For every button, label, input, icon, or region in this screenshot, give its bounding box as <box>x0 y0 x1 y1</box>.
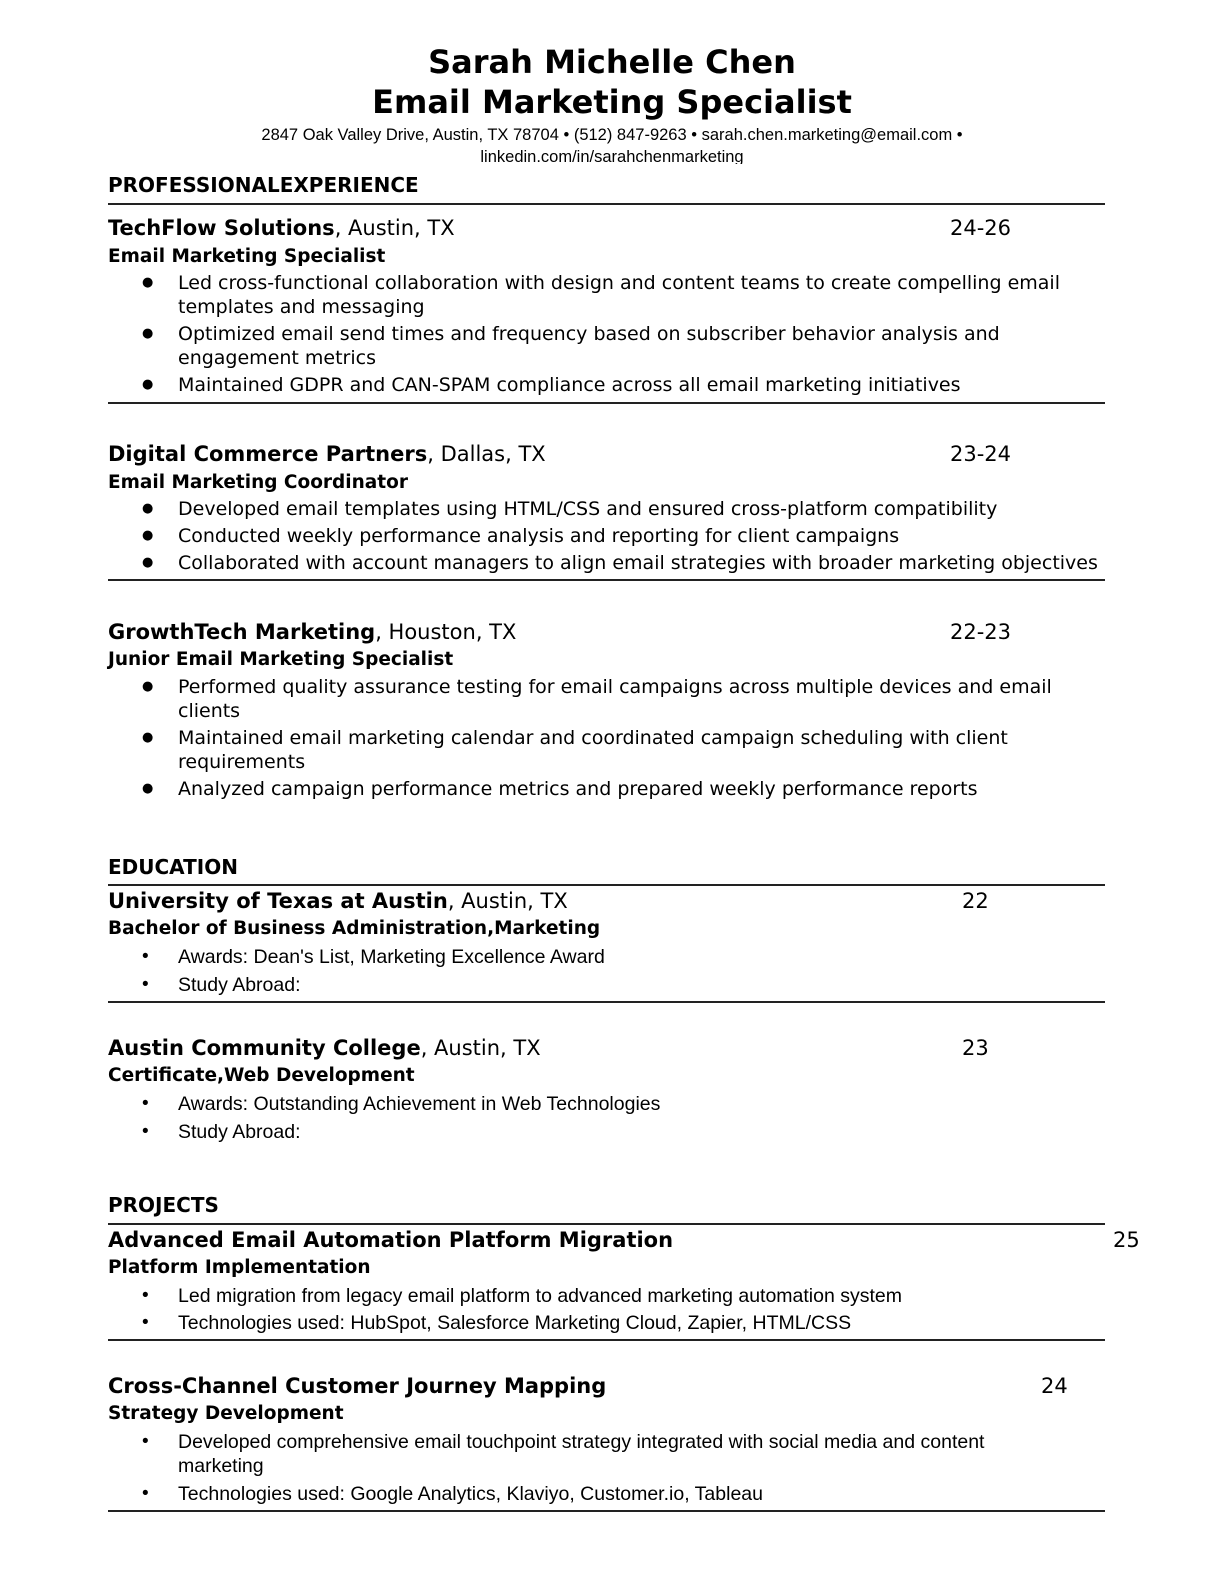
school-location: , Austin, TX <box>447 889 568 913</box>
section-divider <box>108 203 1105 205</box>
bullet-item: ● Performed quality assurance testing for email campaigns across multiple devices and email <box>178 675 1052 699</box>
company-location: , Dallas, TX <box>427 442 546 466</box>
contact-info: 2847 Oak Valley Drive, Austin, TX 78704 • (512) 847-9263 • sarah.chen.marketing@email.com • <box>261 126 963 144</box>
experience-entry-header <box>108 215 455 241</box>
employment-dates: 22-23 <box>950 620 1012 644</box>
project-year: 24 <box>1041 1374 1068 1398</box>
bullet-continuation <box>178 295 425 319</box>
bullet-item: • Study Abroad: <box>178 1120 301 1144</box>
education-entry-header <box>108 1035 541 1061</box>
bullet-item: • Awards: Dean's List, Marketing Excellence Award <box>178 945 605 969</box>
bullet-text: clients <box>178 700 241 722</box>
entry-divider <box>108 1510 1105 1512</box>
job-title: Email Marketing Specialist <box>108 246 386 267</box>
experience-entry-header <box>108 441 546 467</box>
entry-divider <box>108 579 1105 581</box>
bullet-item: • Study Abroad: <box>178 973 301 997</box>
section-divider <box>108 884 1105 886</box>
bullet-item: ● Developed email templates using HTML/CSS and ensured cross-platform compatibility <box>178 497 997 521</box>
bullet-item: • Technologies used: HubSpot, Salesforce Marketing Cloud, Zapier, HTML/CSS <box>178 1311 851 1335</box>
graduation-year: 23 <box>962 1036 989 1060</box>
bullet-item: ● Conducted weekly performance analysis and reporting for client campaigns <box>178 524 899 548</box>
project-year: 25 <box>1113 1228 1140 1252</box>
company-location: , Houston, TX <box>375 620 517 644</box>
employment-dates: 23-24 <box>950 442 1012 466</box>
employment-dates: 24-26 <box>950 216 1012 240</box>
company-location: , Austin, TX <box>334 216 455 240</box>
candidate-name: Sarah Michelle Chen <box>428 43 796 81</box>
bullet-item: ● Analyzed campaign performance metrics and prepared weekly performance reports <box>178 777 977 801</box>
degree: Bachelor of Business Administration,Marketing <box>108 918 601 939</box>
bullet-item: • Technologies used: Google Analytics, Klaviyo, Customer.io, Tableau <box>178 1482 763 1506</box>
section-divider <box>108 1223 1105 1225</box>
project-name: Cross-Channel Customer Journey Mapping <box>108 1374 607 1398</box>
bullet-item: • Awards: Outstanding Achievement in Web Technologies <box>178 1092 660 1116</box>
bullet-text: templates and messaging <box>178 296 425 318</box>
job-title: Email Marketing Coordinator <box>108 472 408 493</box>
bullet-item: ● Collaborated with account managers to align email strategies with broader marketing objectives <box>178 551 1098 575</box>
bullet-item: • Led migration from legacy email platform to advanced marketing automation system <box>178 1284 902 1308</box>
experience-entry-header <box>108 619 516 645</box>
project-type: Strategy Development <box>108 1403 344 1424</box>
entry-divider <box>108 1339 1105 1341</box>
entry-divider <box>108 1001 1105 1003</box>
entry-divider <box>108 402 1105 404</box>
bullet-item: ● Maintained email marketing calendar and coordinated campaign scheduling with client <box>178 726 1008 750</box>
school-location: , Austin, TX <box>420 1036 541 1060</box>
bullet-continuation <box>178 699 240 723</box>
section-heading-projects: PROJECTS <box>108 1193 219 1217</box>
school-name: Austin Community College <box>108 1036 421 1060</box>
candidate-title: Email Marketing Specialist <box>372 83 852 121</box>
bullet-text: requirements <box>178 751 306 773</box>
bullet-item: ● Maintained GDPR and CAN-SPAM compliance across all email marketing initiatives <box>178 373 961 397</box>
bullet-item: ● Led cross-functional collaboration with design and content teams to create compelling email <box>178 271 1060 295</box>
project-type: Platform Implementation <box>108 1257 371 1278</box>
section-heading-experience: PROFESSIONALEXPERIENCE <box>108 173 419 197</box>
company-name: TechFlow Solutions <box>108 216 335 240</box>
bullet-continuation <box>178 346 376 370</box>
bullet-continuation <box>178 750 305 774</box>
linkedin-url: linkedin.com/in/sarahchenmarketing <box>480 148 744 164</box>
graduation-year: 22 <box>962 889 989 913</box>
degree: Certificate,Web Development <box>108 1065 415 1086</box>
bullet-item: ● Optimized email send times and frequency based on subscriber behavior analysis and <box>178 322 1000 346</box>
company-name: GrowthTech Marketing <box>108 620 376 644</box>
project-entry-header <box>108 1373 606 1399</box>
school-name: University of Texas at Austin <box>108 889 448 913</box>
section-heading-education: EDUCATION <box>108 855 238 879</box>
bullet-text: marketing <box>178 1455 264 1477</box>
project-entry-header <box>108 1227 673 1253</box>
company-name: Digital Commerce Partners <box>108 442 428 466</box>
job-title: Junior Email Marketing Specialist <box>108 649 454 670</box>
education-entry-header <box>108 888 568 914</box>
bullet-text: engagement metrics <box>178 347 376 369</box>
bullet-item: • Developed comprehensive email touchpoint strategy integrated with social media and content <box>178 1430 984 1454</box>
bullet-continuation <box>178 1454 264 1478</box>
project-name: Advanced Email Automation Platform Migration <box>108 1228 674 1252</box>
